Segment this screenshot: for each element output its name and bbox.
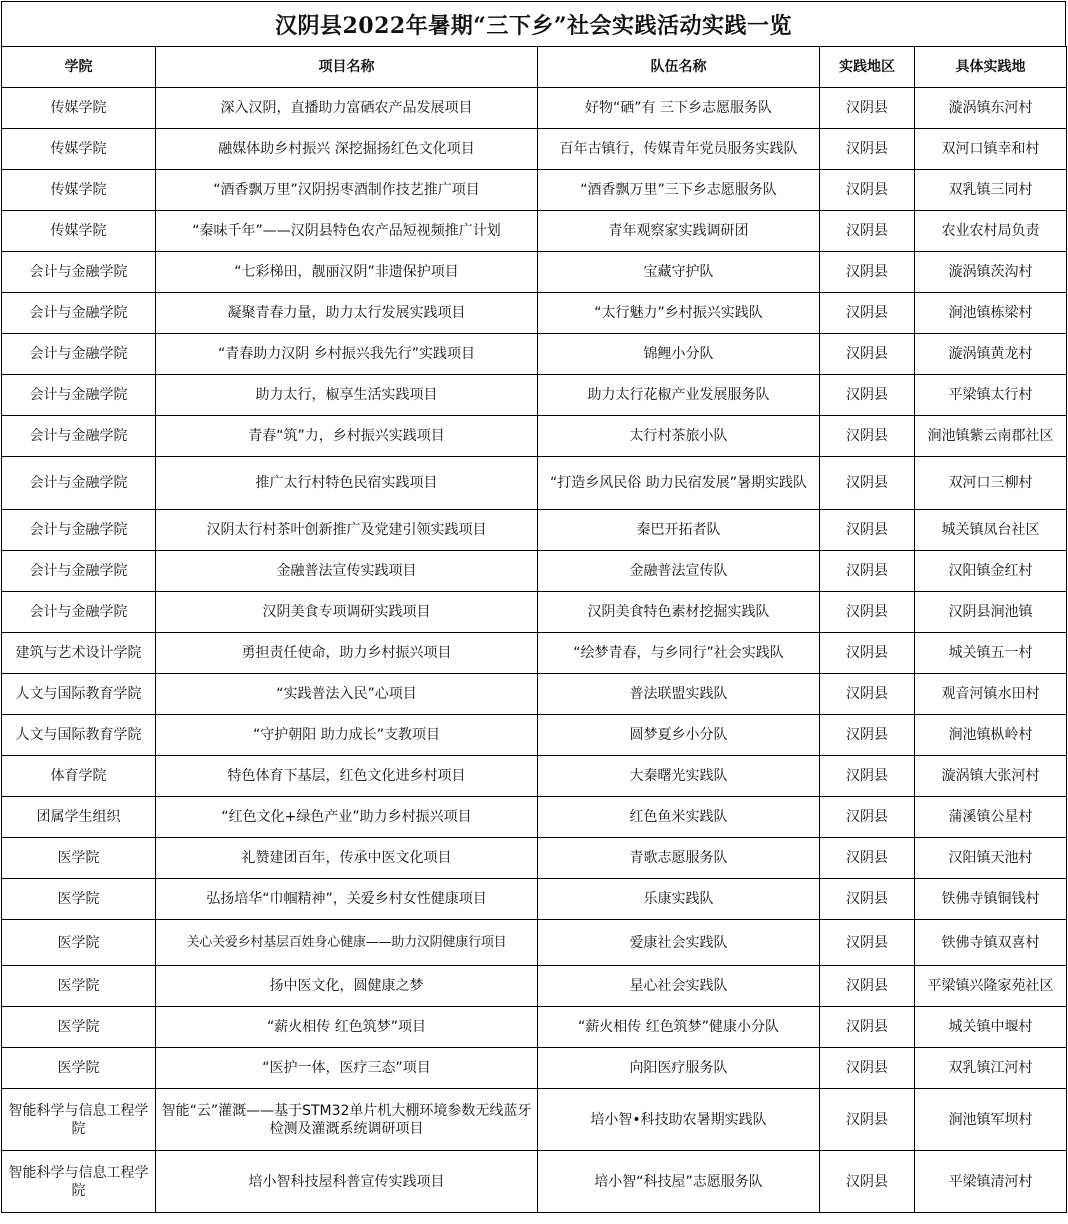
table-row	[2, 920, 1067, 966]
team-cell: 乐康实践队	[538, 879, 820, 920]
location-cell: 双河口三柳村	[915, 457, 1067, 510]
region-cell: 汉阴县	[820, 88, 915, 129]
location-cell: 平梁镇兴隆家苑社区	[915, 966, 1067, 1007]
table-row	[2, 879, 1067, 920]
college-cell: 传媒学院	[2, 170, 156, 211]
region-cell: 汉阴县	[820, 293, 915, 334]
team-cell: 星心社会实践队	[538, 966, 820, 1007]
college-cell: 团属学生组织	[2, 797, 156, 838]
college-cell: 会计与金融学院	[2, 293, 156, 334]
table-row	[2, 1151, 1067, 1213]
table-row	[2, 170, 1067, 211]
location-cell: 城关镇五一村	[915, 633, 1067, 674]
team-cell: “绘梦青春，与乡同行”社会实践队	[538, 633, 820, 674]
location-cell: 汉阴县涧池镇	[915, 592, 1067, 633]
project-cell: 助力太行，椒享生活实践项目	[156, 375, 538, 416]
region-cell: 汉阴县	[820, 1089, 915, 1151]
location-cell: 城关镇中堰村	[915, 1007, 1067, 1048]
college-cell: 人文与国际教育学院	[2, 674, 156, 715]
college-cell: 会计与金融学院	[2, 416, 156, 457]
region-cell: 汉阴县	[820, 633, 915, 674]
team-cell: 金融普法宣传队	[538, 551, 820, 592]
region-cell: 汉阴县	[820, 797, 915, 838]
college-cell: 人文与国际教育学院	[2, 715, 156, 756]
region-cell: 汉阴县	[820, 1151, 915, 1213]
region-cell: 汉阴县	[820, 838, 915, 879]
region-cell: 汉阴县	[820, 592, 915, 633]
college-cell: 体育学院	[2, 756, 156, 797]
region-cell: 汉阴县	[820, 756, 915, 797]
location-cell: 汉阳镇天池村	[915, 838, 1067, 879]
project-cell: 礼赞建团百年，传承中医文化项目	[156, 838, 538, 879]
region-cell: 汉阴县	[820, 551, 915, 592]
college-cell: 会计与金融学院	[2, 375, 156, 416]
table-row	[2, 838, 1067, 879]
table-row	[2, 510, 1067, 551]
college-cell: 智能科学与信息工程学院	[2, 1151, 156, 1213]
region-cell: 汉阴县	[820, 334, 915, 375]
header-region: 实践地区	[820, 47, 915, 88]
location-cell: 农业农村局负责	[915, 211, 1067, 252]
activity-sheet	[1, 1, 1066, 1213]
region-cell: 汉阴县	[820, 920, 915, 966]
sheet-title: 汉阴县2022年暑期“三下乡”社会实践活动实践一览	[1, 1, 1066, 46]
college-cell: 医学院	[2, 838, 156, 879]
activity-table	[1, 46, 1067, 1213]
team-cell: 助力太行花椒产业发展服务队	[538, 375, 820, 416]
team-cell: 培小智“科技屋”志愿服务队	[538, 1151, 820, 1213]
project-cell: “秦味千年”——汉阴县特色农产品短视频推广计划	[156, 211, 538, 252]
team-cell: 青歌志愿服务队	[538, 838, 820, 879]
project-cell: “实践普法入民”心项目	[156, 674, 538, 715]
table-row	[2, 1007, 1067, 1048]
header-location: 具体实践地	[915, 47, 1067, 88]
college-cell: 会计与金融学院	[2, 457, 156, 510]
college-cell: 会计与金融学院	[2, 510, 156, 551]
table-row	[2, 592, 1067, 633]
table-row	[2, 334, 1067, 375]
table-row	[2, 211, 1067, 252]
table-row	[2, 416, 1067, 457]
table-row	[2, 966, 1067, 1007]
project-cell: 推广太行村特色民宿实践项目	[156, 457, 538, 510]
location-cell: 铁佛寺镇双喜村	[915, 920, 1067, 966]
location-cell: 涧池镇栋梁村	[915, 293, 1067, 334]
location-cell: 漩涡镇茨沟村	[915, 252, 1067, 293]
team-cell: “打造乡风民俗 助力民宿发展”暑期实践队	[538, 457, 820, 510]
location-cell: 双河口镇幸和村	[915, 129, 1067, 170]
location-cell: 漩涡镇黄龙村	[915, 334, 1067, 375]
location-cell: 漩涡镇大张河村	[915, 756, 1067, 797]
team-cell: 秦巴开拓者队	[538, 510, 820, 551]
project-cell: 弘扬培华“巾帼精神”，关爱乡村女性健康项目	[156, 879, 538, 920]
location-cell: 涧池镇紫云南郡社区	[915, 416, 1067, 457]
region-cell: 汉阴县	[820, 1007, 915, 1048]
team-cell: 青年观察家实践调研团	[538, 211, 820, 252]
location-cell: 双乳镇江河村	[915, 1048, 1067, 1089]
region-cell: 汉阴县	[820, 510, 915, 551]
header-college: 学院	[2, 47, 156, 88]
team-cell: 大秦曙光实践队	[538, 756, 820, 797]
table-row	[2, 457, 1067, 510]
table-row	[2, 293, 1067, 334]
team-cell: 普法联盟实践队	[538, 674, 820, 715]
team-cell: 太行村茶旅小队	[538, 416, 820, 457]
team-cell: “太行魅力”乡村振兴实践队	[538, 293, 820, 334]
table-row	[2, 551, 1067, 592]
header-team: 队伍名称	[538, 47, 820, 88]
college-cell: 建筑与艺术设计学院	[2, 633, 156, 674]
team-cell: 爱康社会实践队	[538, 920, 820, 966]
location-cell: 漩涡镇东河村	[915, 88, 1067, 129]
location-cell: 蒲溪镇公星村	[915, 797, 1067, 838]
table-row	[2, 797, 1067, 838]
project-cell: “薪火相传 红色筑梦”项目	[156, 1007, 538, 1048]
header-row	[2, 47, 1067, 88]
region-cell: 汉阴县	[820, 375, 915, 416]
team-cell: 汉阴美食特色素材挖掘实践队	[538, 592, 820, 633]
team-cell: 百年古镇行，传媒青年党员服务实践队	[538, 129, 820, 170]
project-cell: 凝聚青春力量，助力太行发展实践项目	[156, 293, 538, 334]
region-cell: 汉阴县	[820, 252, 915, 293]
college-cell: 传媒学院	[2, 211, 156, 252]
college-cell: 智能科学与信息工程学院	[2, 1089, 156, 1151]
project-cell: 青春“筑”力，乡村振兴实践项目	[156, 416, 538, 457]
project-cell: 特色体育下基层，红色文化进乡村项目	[156, 756, 538, 797]
college-cell: 医学院	[2, 1007, 156, 1048]
team-cell: “薪火相传 红色筑梦”健康小分队	[538, 1007, 820, 1048]
college-cell: 医学院	[2, 966, 156, 1007]
location-cell: 平梁镇太行村	[915, 375, 1067, 416]
college-cell: 会计与金融学院	[2, 252, 156, 293]
table-row	[2, 756, 1067, 797]
table-row	[2, 375, 1067, 416]
table-row	[2, 252, 1067, 293]
college-cell: 医学院	[2, 920, 156, 966]
location-cell: 平梁镇清河村	[915, 1151, 1067, 1213]
location-cell: 双乳镇三同村	[915, 170, 1067, 211]
project-cell: “守护朝阳 助力成长”支教项目	[156, 715, 538, 756]
project-cell: “医护一体，医疗三态”项目	[156, 1048, 538, 1089]
college-cell: 会计与金融学院	[2, 334, 156, 375]
region-cell: 汉阴县	[820, 416, 915, 457]
college-cell: 医学院	[2, 879, 156, 920]
project-cell: 智能“云”灌溉——基于STM32单片机大棚环境参数无线蓝牙检测及灌溉系统调研项目	[156, 1089, 538, 1151]
project-cell: 勇担责任使命，助力乡村振兴项目	[156, 633, 538, 674]
project-cell: 汉阴美食专项调研实践项目	[156, 592, 538, 633]
project-cell: 深入汉阴，直播助力富硒农产品发展项目	[156, 88, 538, 129]
team-cell: 宝藏守护队	[538, 252, 820, 293]
table-row	[2, 1048, 1067, 1089]
team-cell: 向阳医疗服务队	[538, 1048, 820, 1089]
table-row	[2, 633, 1067, 674]
region-cell: 汉阴县	[820, 674, 915, 715]
location-cell: 观音河镇水田村	[915, 674, 1067, 715]
college-cell: 传媒学院	[2, 88, 156, 129]
project-cell: 关心关爱乡村基层百姓身心健康——助力汉阴健康行项目	[156, 920, 538, 966]
project-cell: 汉阴太行村茶叶创新推广及党建引领实践项目	[156, 510, 538, 551]
region-cell: 汉阴县	[820, 129, 915, 170]
region-cell: 汉阴县	[820, 879, 915, 920]
table-row	[2, 715, 1067, 756]
team-cell: 好物“硒”有 三下乡志愿服务队	[538, 88, 820, 129]
team-cell: “酒香飘万里”三下乡志愿服务队	[538, 170, 820, 211]
team-cell: 培小智•科技助农暑期实践队	[538, 1089, 820, 1151]
project-cell: 培小智科技屋科普宣传实践项目	[156, 1151, 538, 1213]
location-cell: 铁佛寺镇铜钱村	[915, 879, 1067, 920]
location-cell: 涧池镇枞岭村	[915, 715, 1067, 756]
college-cell: 传媒学院	[2, 129, 156, 170]
location-cell: 汉阳镇金红村	[915, 551, 1067, 592]
region-cell: 汉阴县	[820, 211, 915, 252]
project-cell: “七彩梯田，靓丽汉阴”非遗保护项目	[156, 252, 538, 293]
project-cell: “青春助力汉阴 乡村振兴我先行”实践项目	[156, 334, 538, 375]
college-cell: 会计与金融学院	[2, 551, 156, 592]
project-cell: 融媒体助乡村振兴 深挖掘扬红色文化项目	[156, 129, 538, 170]
college-cell: 医学院	[2, 1048, 156, 1089]
project-cell: “酒香飘万里”汉阴拐枣酒制作技艺推广项目	[156, 170, 538, 211]
project-cell: 金融普法宣传实践项目	[156, 551, 538, 592]
college-cell: 会计与金融学院	[2, 592, 156, 633]
team-cell: 圆梦夏乡小分队	[538, 715, 820, 756]
region-cell: 汉阴县	[820, 1048, 915, 1089]
team-cell: 锦鲤小分队	[538, 334, 820, 375]
project-cell: “红色文化+绿色产业”助力乡村振兴项目	[156, 797, 538, 838]
location-cell: 城关镇凤台社区	[915, 510, 1067, 551]
region-cell: 汉阴县	[820, 457, 915, 510]
region-cell: 汉阴县	[820, 966, 915, 1007]
table-row	[2, 674, 1067, 715]
header-project: 项目名称	[156, 47, 538, 88]
team-cell: 红色鱼米实践队	[538, 797, 820, 838]
table-row	[2, 88, 1067, 129]
table-row	[2, 1089, 1067, 1151]
table-row	[2, 129, 1067, 170]
project-cell: 扬中医文化，圆健康之梦	[156, 966, 538, 1007]
location-cell: 涧池镇军坝村	[915, 1089, 1067, 1151]
region-cell: 汉阴县	[820, 715, 915, 756]
region-cell: 汉阴县	[820, 170, 915, 211]
